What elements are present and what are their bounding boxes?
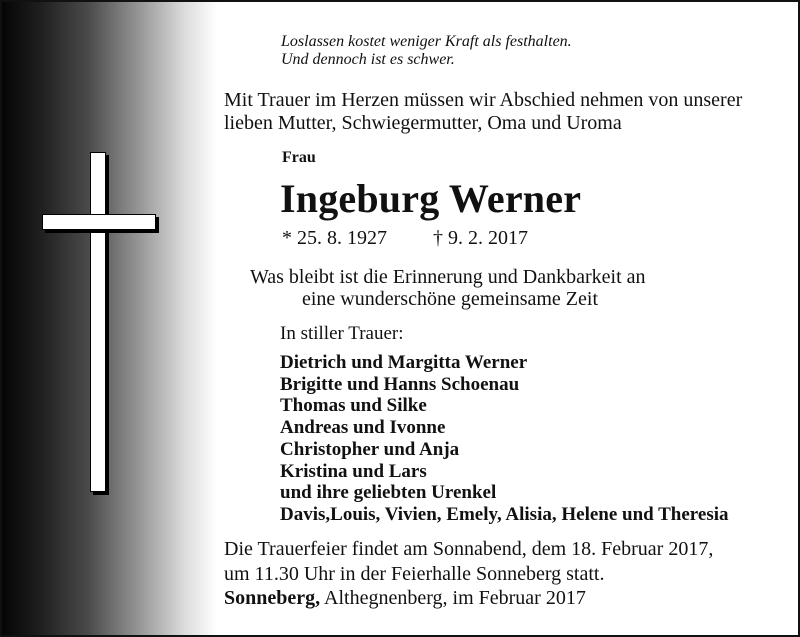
- mourner-entry: Dietrich und Margitta Werner: [280, 352, 528, 373]
- life-dates: [282, 226, 528, 250]
- intro-line: lieben Mutter, Schwiegermutter, Oma und Uroma: [224, 112, 622, 134]
- mourner-entry: Thomas und Silke: [280, 395, 427, 417]
- mourning-label: In stiller Trauer:: [280, 323, 404, 344]
- memory-text: [250, 266, 646, 310]
- cross-horizontal-beam: [42, 214, 156, 230]
- motto: [281, 33, 572, 69]
- salutation: Frau: [282, 149, 316, 166]
- intro-line: Mit Trauer im Herzen müssen wir Abschied nehmen von unserer: [224, 89, 743, 111]
- memory-line: Was bleibt ist die Erinnerung und Dankbarkeit an: [250, 266, 646, 288]
- mourner-entry: Davis,Louis, Vivien, Emely, Alisia, Helene und Theresia: [280, 503, 729, 525]
- motto-line: Und dennoch ist es schwer.: [281, 51, 455, 68]
- mourners-list: [280, 352, 729, 526]
- mourner-entry: Andreas und Ivonne: [280, 417, 446, 439]
- death-date: † 9. 2. 2017: [433, 227, 528, 249]
- mourner-entry: Kristina und Lars: [280, 460, 427, 482]
- funeral-line: um 11.30 Uhr in der Feierhalle Sonneberg statt.: [224, 563, 605, 585]
- motto-line: Loslassen kostet weniger Kraft als festhalten.: [281, 33, 572, 50]
- intro-text: [224, 89, 742, 135]
- closing-place: Sonneberg,: [224, 587, 321, 609]
- mourner-entry: Brigitte und Hanns Schoenau: [280, 373, 520, 395]
- mourner-entry: und ihre geliebten Urenkel: [280, 482, 497, 504]
- birth-date: * 25. 8. 1927: [282, 227, 387, 249]
- deceased-name: Ingeburg Werner: [280, 176, 582, 221]
- closing-line: [224, 586, 586, 610]
- mourner-entry: Christopher und Anja: [280, 438, 460, 460]
- funeral-line: Die Trauerfeier findet am Sonnabend, dem 18. Februar 2017,: [224, 538, 714, 560]
- memory-line: eine wunderschöne gemeinsame Zeit: [302, 288, 598, 310]
- cross-vertical-beam: [90, 152, 106, 492]
- funeral-info: [224, 537, 713, 587]
- closing-rest: Althegnenberg, im Februar 2017: [320, 587, 586, 609]
- cross-icon: [42, 152, 162, 492]
